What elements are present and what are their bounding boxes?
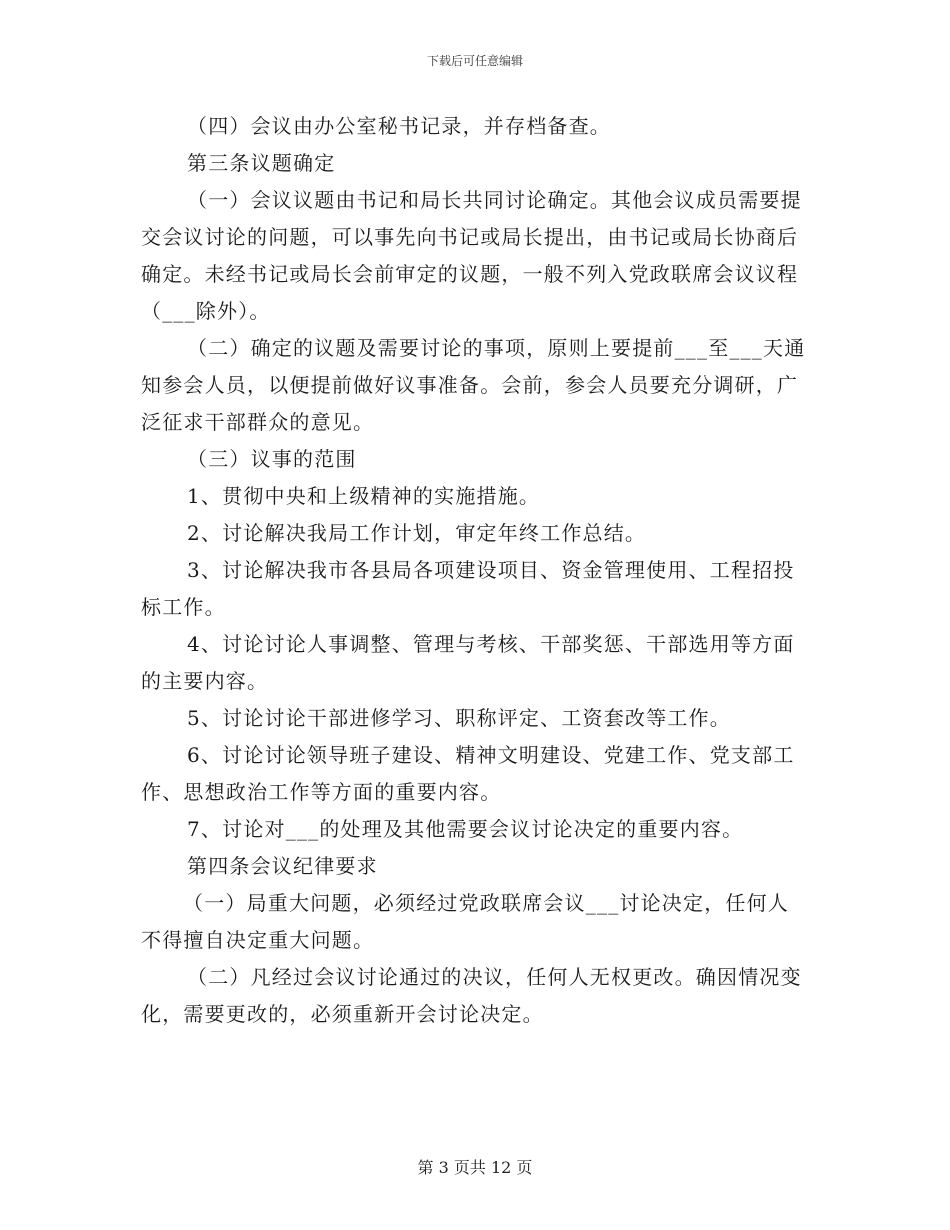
subheading-scope: （三）议事的范围 (187, 447, 357, 471)
paragraph-major-issues: （一）局重大问题，必须经过党政联席会议___讨论决定，任何人不得擅自决定重大问题。 (141, 891, 789, 952)
paragraph-meeting-record: （四）会议由办公室秘书记录，并存档备查。 (187, 114, 611, 138)
scope-item-6: 6、讨论讨论领导班子建设、精神文明建设、党建工作、党支部工作、思想政治工作等方面的重要内容。 (141, 743, 795, 804)
scope-item-5: 5、讨论讨论干部进修学习、职称评定、工资套改等工作。 (187, 706, 731, 730)
scope-item-1: 1、贯彻中央和上级精神的实施措施。 (187, 484, 541, 508)
paragraph-agenda-notice: （二）确定的议题及需要讨论的事项，原则上要提前___至___天通知参会人员，以便提前做好议事准备。会前，参会人员要充分调研，广泛征求干部群众的意见。 (141, 336, 806, 434)
section-heading-article-4: 第四条会议纪律要求 (187, 854, 378, 878)
section-heading-article-3: 第三条议题确定 (187, 151, 336, 175)
scope-item-4: 4、讨论讨论人事调整、管理与考核、干部奖惩、干部选用等方面的主要内容。 (141, 632, 795, 693)
scope-item-3: 3、讨论解决我市各县局各项建设项目、资金管理使用、工程招投标工作。 (141, 558, 795, 619)
paragraph-resolution-changes: （二）凡经过会议讨论通过的决议，任何人无权更改。确因情况变化，需要更改的，必须重新开会讨论决定。 (141, 965, 802, 1026)
scope-item-7: 7、讨论对___的处理及其他需要会议讨论决定的重要内容。 (187, 817, 744, 841)
paragraph-agenda-determination: （一）会议议题由书记和局长共同讨论确定。其他会议成员需要提交会议讨论的问题，可以事先向书记或局长提出，由书记或局长协商后确定。未经书记或局长会前审定的议题，一般不列入党政联席会议议程（___除外）。 (141, 188, 802, 323)
scope-item-2: 2、讨论解决我局工作计划，审定年终工作总结。 (187, 521, 647, 545)
document-body (141, 108, 806, 1033)
page-header: 下载后可任意编辑 (426, 54, 523, 68)
page-footer: 第 3 页共 12 页 (417, 1158, 533, 1177)
